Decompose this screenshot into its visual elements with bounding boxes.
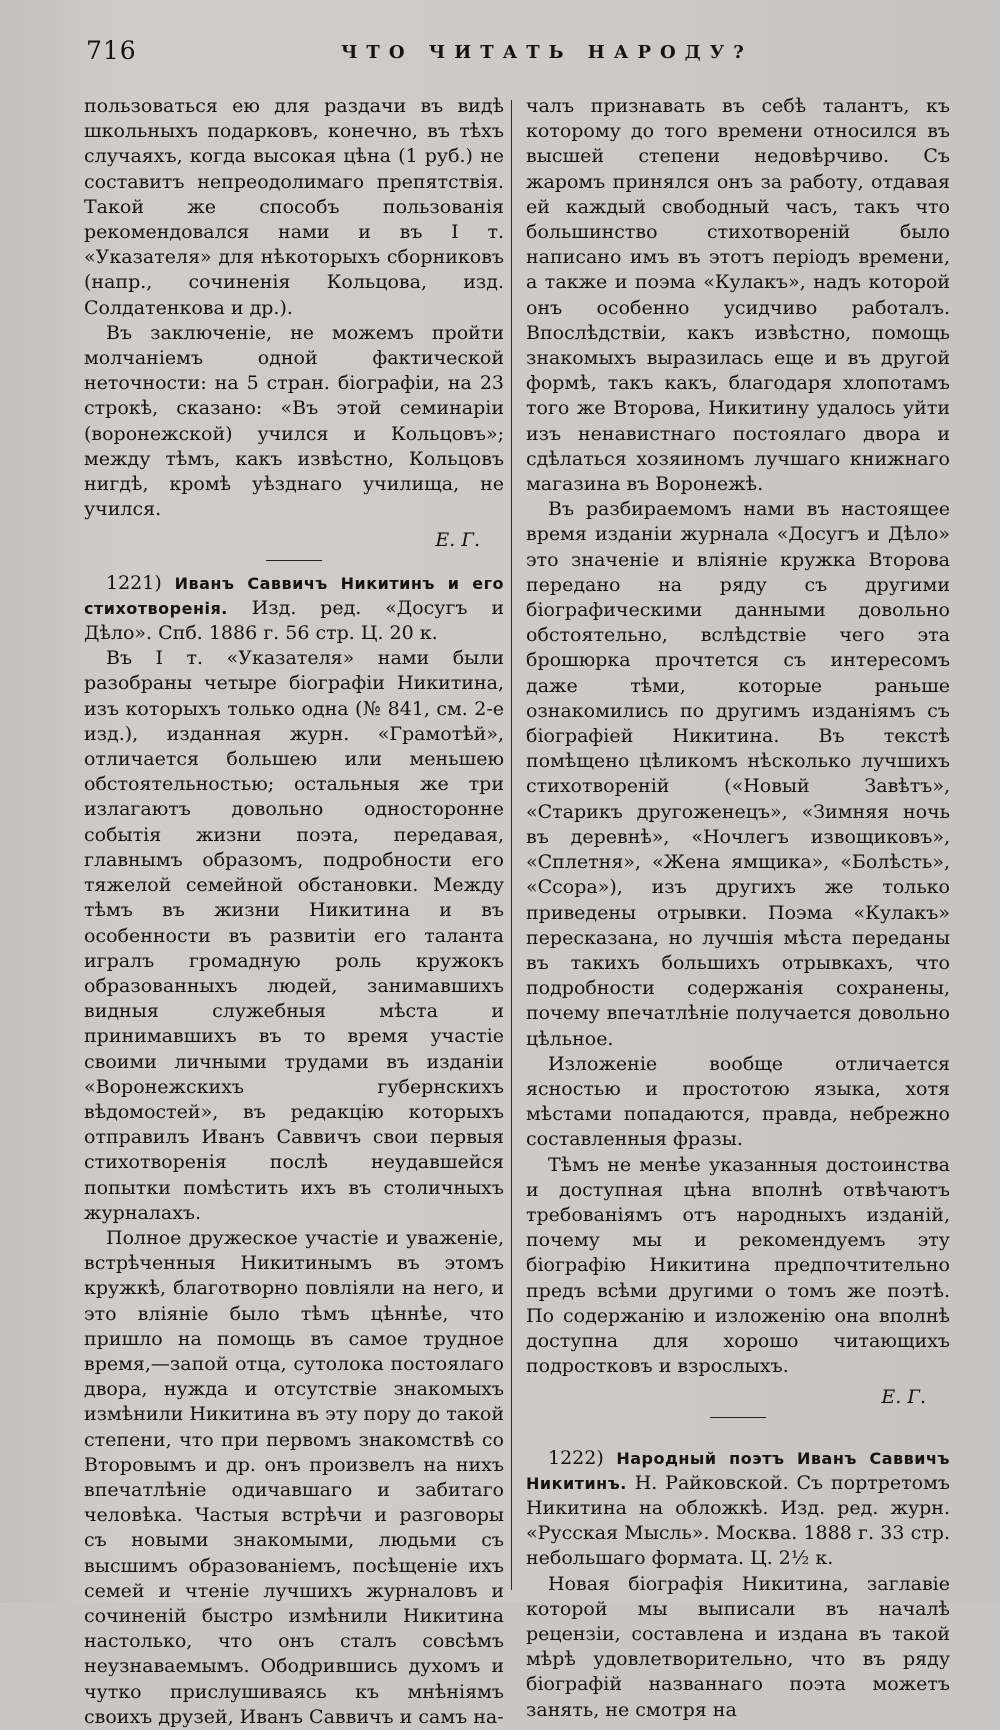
page-header [86, 36, 960, 76]
running-title: ЧТО ЧИТАТЬ НАРОДУ? [341, 42, 753, 63]
paragraph: Изложеніе вообще отличается ясностью и простотою языка, хотя мѣстами попадаются, правда, небрежно составленныя фразы. [526, 1052, 950, 1151]
entry-details: Изд. ред. «Досугъ и Дѣло». Спб. 1886 г. 56 стр. Ц. 20 к. [84, 596, 504, 645]
paragraph: Въ разбираемомъ нами въ настоящее время изданіи журнала «Досугъ и Дѣло» это значеніе и вліяніе кружка Второва передано на ряду съ другими біографическими данными довольно обстоятельно, вслѣдствіе чего эта брошюрка прочтется съ интересомъ даже тѣми, которые раньше ознакомились по другимъ изданіямъ съ біографіей Никитина. Въ текстѣ помѣщено цѣликомъ нѣсколько лучшихъ стихотвореній («Новый Завѣтъ», «Старикъ другоженецъ», «Зимняя ночь въ деревнѣ», «Ночлегъ извощиковъ», «Сплетня», «Жена ямщика», «Болѣсть», «Ссора»), изъ другихъ же только приведены отрывки. Поэма «Кулакъ» пересказана, но лучшія мѣста переданы въ такихъ большихъ отрывкахъ, что подробности содержанія сохранены, почему впечатлѣніе получается довольно цѣльное. [526, 498, 950, 1050]
author-signature: Е. Г. [435, 529, 480, 552]
author-signature: Е. Г. [881, 1386, 926, 1409]
entry-heading-1222 [526, 1446, 950, 1572]
paragraph: Тѣмъ не менѣе указанныя достоинства и доступная цѣна вполнѣ отвѣчаютъ требованіямъ отъ народныхъ изданій, почему мы и рекомендуемъ эту біографію Никитина предпочтительно предъ всѣми другими о томъ же поэтѣ. По содержанію и изложенію она вполнѣ доступна для хорошо читающихъ подростковъ и взрослыхъ. [526, 1153, 950, 1378]
entry-number: 1221) [106, 571, 162, 594]
entry-heading-1221 [84, 571, 504, 647]
entry-number: 1222) [548, 1446, 604, 1469]
entry-details: Н. Райковской. Съ портретомъ Никитина на обложкѣ. Изд. ред. журн. «Русская Мысль». Москва. 1888 г. 33 стр. небольшаго формата. Ц. 2½ к. [526, 1471, 950, 1570]
paragraph: Въ I т. «Указателя» нами были разобраны четыре біографіи Никитина, изъ которыхъ только одна (№ 841, см. 2-е изд.), изданная журн. «Грамотѣй», отличается большею или меньшею обстоятельностью; остальныя же три излагаютъ довольно односторонне событія жизни поэта, передавая, главнымъ образомъ, подробности его тяжелой семейной обстановки. Между тѣмъ въ жизни Никитина и въ особенности въ развитіи его таланта игралъ громадную роль кружокъ образованныхъ людей, занимавшихъ видныя служебныя мѣста и принимавшихъ въ то время участіе своими личными трудами въ изданіи «Воронежскихъ губернскихъ вѣдомостей», въ редакцію которыхъ отправилъ Иванъ Саввичъ свои первыя стихотворенія послѣ неудавшейся попытки помѣстить ихъ въ столичныхъ журналахъ. [84, 647, 504, 1224]
paragraph: Въ заключеніе, не можемъ пройти молчаніемъ одной фактической неточности: на 5 стран. біографіи, на 23 строкѣ, сказано: «Въ этой семинаріи (воронежской) учился и Кольцовъ»; между тѣмъ, какъ извѣстно, Кольцовъ нигдѣ, кромѣ уѣзднаго училища, не учился. [84, 321, 504, 521]
paragraph: Новая біографія Никитина, заглавіе которой мы выписали въ началѣ рецензіи, составлена и издана въ такой мѣрѣ удовлетворительно, что въ ряду біографій названнаго поэта можетъ занять, не смотря на [526, 1572, 950, 1721]
left-column [84, 94, 504, 1730]
page-number: 716 [86, 36, 137, 65]
right-column [526, 94, 950, 1723]
column-divider [511, 100, 512, 1590]
entry-title: Народный поэтъ Иванъ Саввичъ Никитинъ. [526, 1448, 950, 1493]
paragraph: чалъ признавать въ себѣ талантъ, къ которому до того времени относился въ высшей степени недовѣрчиво. Съ жаромъ принялся онъ за работу, отдавая ей каждый свободный часъ, такъ что большинство стихотвореній было написано имъ въ этотъ періодъ времени, а также и поэма «Кулакъ», надъ которой онъ особенно усидчиво работалъ. Впослѣдствіи, какъ извѣстно, помощь знакомыхъ выразилась еще и въ другой формѣ, такъ какъ, благодаря хлопотамъ того же Второва, Никитину удалось уйти изъ ненавистнаго постоялаго двора и сдѣлаться хозяиномъ лучшаго книжнаго магазина въ Воронежѣ. [526, 95, 950, 496]
paragraph: пользоваться ею для раздачи въ видѣ школьныхъ подарковъ, конечно, въ тѣхъ случаяхъ, когда высокая цѣна (1 руб.) не составитъ непреодолимаго препятствія. Такой же способъ пользованія рекомендовался нами и въ I т. «Указателя» для нѣкоторыхъ сборниковъ (напр., сочиненія Кольцова, изд. Солдатенкова и др.). [84, 95, 504, 319]
paragraph: Полное дружеское участіе и уваженіе, встрѣченныя Никитинымъ въ этомъ кружкѣ, благотворно повліяли на него, и это вліяніе было тѣмъ цѣннѣе, что пришло на помощь въ самое трудное время,—запой отца, сутолока постоялаго двора, нужда и отсутствіе знакомыхъ измѣнили Никитина въ эту пору до такой степени, что при первомъ знакомствѣ со Второвымъ и др. онъ произвелъ на нихъ впечатлѣніе одичавшаго и забитаго человѣка. Частыя встрѣчи и разговоры съ новыми знакомыми, людьми съ высшимъ образованіемъ, посѣщеніе ихъ семей и чтеніе лучшихъ журналовъ и сочиненій быстро измѣнили Никитина настолько, что онъ сталъ совсѣмъ неузнаваемымъ. Ободрившись духомъ и чутко прислушиваясь къ мнѣніямъ своихъ друзей, Иванъ Саввичъ и самъ на- [84, 1226, 505, 1728]
entry-title: Иванъ Саввичъ Никитинъ и его стихотворенія. [84, 573, 504, 618]
section-divider [710, 1417, 766, 1418]
section-divider [266, 560, 322, 561]
